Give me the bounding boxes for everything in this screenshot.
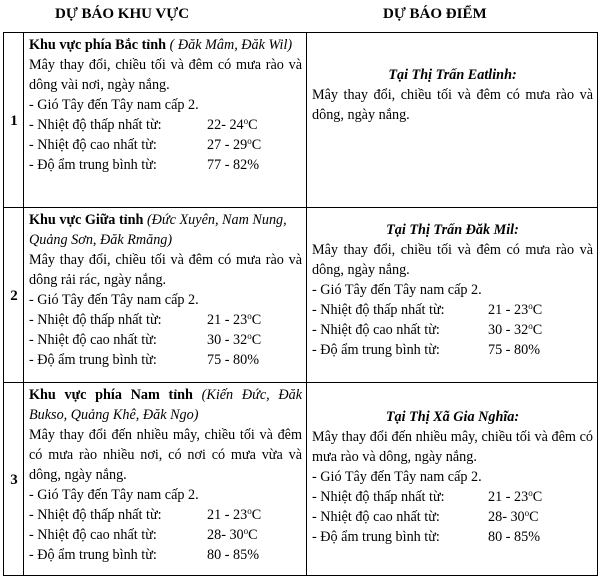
row-number: 3 [4, 383, 24, 576]
max-temp-label: - Nhiệt độ cao nhất từ: [312, 322, 440, 338]
humidity-label: - Độ ẩm trung bình từ: [312, 529, 440, 545]
max-temp-value: 28- 30 [207, 527, 244, 543]
min-temp-label: - Nhiệt độ thấp nhất từ: [29, 117, 162, 133]
celsius-unit: C [529, 509, 539, 525]
humidity-line [29, 155, 302, 175]
zone-forecast-cell [24, 33, 307, 208]
degree-symbol: o [528, 321, 533, 331]
zone-title: Khu vực phía Nam tỉnh [29, 387, 193, 403]
celsius-unit: C [532, 302, 543, 318]
max-temp-line [312, 507, 593, 527]
min-temp-label: - Nhiệt độ thấp nhất từ: [312, 302, 445, 318]
min-temp-label: - Nhiệt độ thấp nhất từ: [29, 507, 162, 523]
max-temp-line [29, 330, 302, 350]
celsius-unit: C [251, 137, 262, 153]
zone-forecast-header: DỰ BÁO KHU VỰC [55, 6, 190, 22]
table-row [4, 208, 598, 383]
celsius-unit: C [251, 312, 262, 328]
zone-heading [29, 385, 302, 425]
point-title: Tại Thị Trấn Đăk Mil: [386, 222, 519, 238]
max-temp-label: - Nhiệt độ cao nhất từ: [29, 332, 157, 348]
row-number: 1 [4, 33, 24, 208]
point-title: Tại Thị Xã Gia Nghĩa: [385, 409, 520, 425]
wind-line: - Gió Tây đến Tây nam cấp 2. [29, 292, 199, 308]
humidity-value: 75 - 80% [207, 352, 260, 368]
max-temp-value: 28- 30 [488, 509, 525, 525]
point-forecast-header: DỰ BÁO ĐIỂM [383, 6, 487, 22]
min-temp-value: 21 - 23 [488, 302, 529, 318]
max-temp-label: - Nhiệt độ cao nhất từ: [29, 137, 157, 153]
celsius-unit: C [532, 489, 543, 505]
zone-forecast-cell [24, 208, 307, 383]
wind-line: - Gió Tây đến Tây nam cấp 2. [312, 469, 482, 485]
point-description: Mây thay đổi, chiều tối và đêm có mưa rào và dông, ngày nắng. [312, 242, 593, 278]
degree-symbol: o [243, 526, 249, 536]
min-temp-value: 22- 24 [207, 117, 244, 133]
wind-line: - Gió Tây đến Tây nam cấp 2. [29, 487, 199, 503]
degree-symbol: o [524, 508, 530, 518]
humidity-line [29, 350, 302, 370]
max-temp-line [29, 525, 302, 545]
zone-places: (Đức Xuyên, Nam Nung, Quảng Sơn, Đăk Rmăng) [29, 212, 287, 248]
min-temp-line [29, 310, 302, 330]
min-temp-line [29, 505, 302, 525]
humidity-label: - Độ ẩm trung bình từ: [29, 157, 157, 173]
point-forecast-cell [307, 383, 598, 576]
table-row [4, 33, 598, 208]
max-temp-value: 30 - 32 [488, 322, 529, 338]
max-temp-value: 30 - 32 [207, 332, 248, 348]
min-temp-label: - Nhiệt độ thấp nhất từ: [29, 312, 162, 328]
min-temp-line [29, 115, 302, 135]
min-temp-value: 21 - 23 [207, 507, 248, 523]
humidity-label: - Độ ẩm trung bình từ: [29, 547, 157, 563]
zone-title: Khu vực Giữa tỉnh [29, 212, 144, 228]
wind-line: - Gió Tây đến Tây nam cấp 2. [312, 282, 482, 298]
max-temp-line [29, 135, 302, 155]
zone-description: Mây thay đổi, chiều tối và đêm có mưa rào và dông rải rác, ngày nắng. [29, 252, 302, 288]
point-forecast-cell [307, 33, 598, 208]
min-temp-label: - Nhiệt độ thấp nhất từ: [312, 489, 445, 505]
humidity-line [29, 545, 302, 565]
zone-description: Mây thay đổi đến nhiều mây, chiều tối và đêm có mưa rào nhiều nơi, có nơi có mưa vừa và dông, ngày nắng. [29, 427, 302, 483]
min-temp-value: 21 - 23 [488, 489, 529, 505]
celsius-unit: C [248, 527, 258, 543]
wind-line: - Gió Tây đến Tây nam cấp 2. [29, 97, 199, 113]
max-temp-label: - Nhiệt độ cao nhất từ: [29, 527, 157, 543]
zone-description: Mây thay đổi, chiều tối và đêm có mưa rào và dông vài nơi, ngày nắng. [29, 57, 302, 93]
celsius-unit: C [248, 117, 258, 133]
degree-symbol: o [247, 311, 252, 321]
min-temp-line [312, 300, 593, 320]
humidity-label: - Độ ẩm trung bình từ: [312, 342, 440, 358]
point-description: Mây thay đổi, chiều tối và đêm có mưa rào và dông, ngày nắng. [312, 87, 593, 123]
celsius-unit: C [251, 332, 262, 348]
min-temp-line [312, 487, 593, 507]
humidity-value: 75 - 80% [488, 342, 541, 358]
zone-heading [29, 35, 302, 55]
zone-places: (Kiến Đức, Đăk Bukso, Quảng Khê, Đăk Ngo) [29, 387, 302, 423]
degree-symbol: o [243, 116, 249, 126]
humidity-value: 80 - 85% [207, 547, 260, 563]
humidity-label: - Độ ẩm trung bình từ: [29, 352, 157, 368]
point-description: Mây thay đổi đến nhiều mây, chiều tối và đêm có mưa rào và dông, ngày nắng. [312, 429, 593, 465]
table-row [4, 383, 598, 576]
min-temp-value: 21 - 23 [207, 312, 248, 328]
row-number: 2 [4, 208, 24, 383]
celsius-unit: C [532, 322, 543, 338]
degree-symbol: o [247, 506, 252, 516]
degree-symbol: o [528, 301, 533, 311]
zone-forecast-cell [24, 383, 307, 576]
celsius-unit: C [251, 507, 262, 523]
degree-symbol: o [247, 331, 252, 341]
forecast-table [3, 32, 598, 576]
zone-places: ( Đăk Mâm, Đăk Wil) [169, 37, 293, 53]
zone-heading [29, 210, 302, 250]
table-header [0, 0, 600, 32]
humidity-value: 80 - 85% [488, 529, 541, 545]
humidity-line [312, 340, 593, 360]
humidity-value: 77 - 82% [207, 157, 260, 173]
point-title: Tại Thị Trấn Eatlinh: [388, 67, 517, 83]
max-temp-label: - Nhiệt độ cao nhất từ: [312, 509, 440, 525]
degree-symbol: o [528, 488, 533, 498]
degree-symbol: o [247, 136, 252, 146]
max-temp-line [312, 320, 593, 340]
point-forecast-cell [307, 208, 598, 383]
max-temp-value: 27 - 29 [207, 137, 248, 153]
zone-title: Khu vực phía Bắc tỉnh [29, 37, 167, 53]
humidity-line [312, 527, 593, 547]
